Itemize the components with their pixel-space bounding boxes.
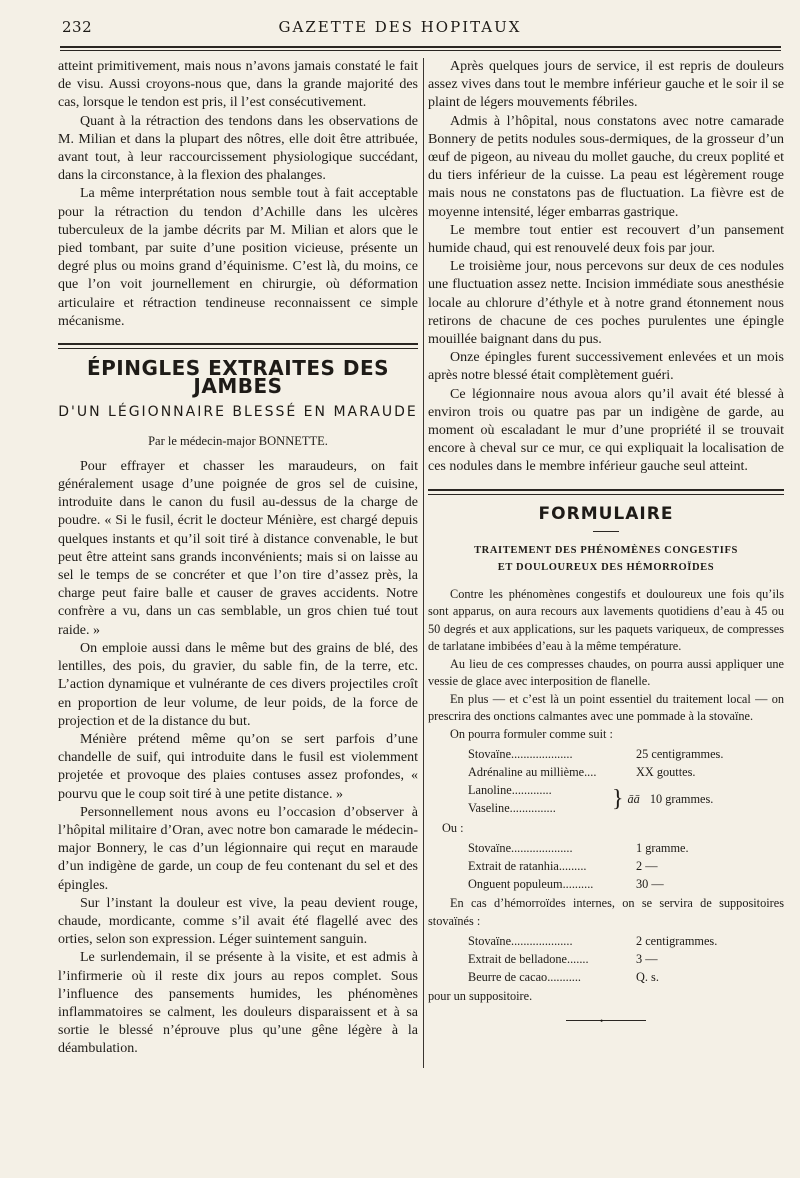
section-rule (428, 489, 784, 491)
ingredient-name: Stovaïne.................... (468, 934, 573, 949)
paragraph: On pourra formuler comme suit : (450, 726, 613, 741)
paragraph: Contre les phénomènes congestifs et douloureux une fois qu’ils sont apparus, on aura recours aux lavements quotidiens d’eau à 45 ou 50 degrés et aux applications, sur les paquets variqueux, de compresses de tarlatane imbibées d’eau à la même température. (428, 586, 784, 654)
paragraph: Ce légionnaire nous avoua alors qu’il avait été blessé à environ trois ou quatre pas par un indigène de garde, au moment où escaladant le mur d’une propriété il se trouvait encore à cheval sur ce mur, ce qui expliquait la localisation de ces nodules dans le membre inférieur gauche seul atteint. (428, 386, 784, 475)
page-header (0, 16, 800, 40)
paragraph: Personnellement nous avons eu l’occasion d’observer à l’hôpital militaire d’Oran, avec notre bon camarade le médecin-major Bonnery, le cas d’un légionnaire qui reçut en maraude d’un indigène de garde, un coup de feu contenant du sel et des épingles. (58, 804, 418, 893)
ingredient-name: Extrait de ratanhia......... (468, 859, 587, 874)
prescription-line (428, 857, 784, 875)
paragraph: Onze épingles furent successivement enlevées et un mois après notre blessé était complètement guéri. (428, 350, 784, 384)
formulaire-title: FORMULAIRE (538, 503, 674, 524)
left-column (58, 58, 418, 1059)
prescription-line (428, 763, 784, 781)
prescription-line (428, 745, 784, 763)
prescription-line (428, 875, 784, 893)
paragraph: En plus — et c’est là un point essentiel du traitement local — on prescrira des onctions calmantes avec une pommade à la stovaïne. (428, 691, 784, 724)
paragraph: Pour effrayer et chasser les maraudeurs, on fait généralement usage d’une poignée de gros sel de cuisine, introduite dans le canon du fusil au-dessus de la charge de poudre. « Si le fusil, écrit le docteur Ménière, est chargé depuis quelques instants et qu’il soit tiré à distance convenable, le but peut être atteint sans grands inconvénients; mais si on laisse au sel le temps de se concréter et que l’on tire d’assez près, la charge peut faire balle et causer de graves accidents. Notre confrère a vu, dans un cas semblable, un gros chien tué tout raide. » (58, 458, 418, 638)
paragraph: Sur l’instant la douleur est vive, la peau devient rouge, chaude, mordicante, comme s’il avait été flagellé avec des orties, selon son expression. Léger suintement sanguin. (58, 895, 418, 948)
title-rule (593, 531, 619, 532)
ingredient-name: Extrait de belladone....... (468, 952, 589, 967)
paragraph: On emploie aussi dans le même but des grains de blé, des lentilles, des pois, du gravier, du sable fin, de la terre, etc. L’action dynamique et vulnérante de ces divers projectiles croît en proportion de leur volume, de leur poids, de la force de projection et de la distance du but. (58, 640, 418, 729)
prescription-line (428, 968, 784, 986)
ingredient-name: Adrénaline au millième.... (468, 765, 597, 780)
paragraph: La même interprétation nous semble tout à fait acceptable pour la rétraction du tendon d’Achille dans les ulcères tuberculeux de la jambe décrits par M. Milian et alors que le pied tombant, par suite d’une position vicieuse, présente un degré plus ou moins grand d’équinisme. C’est là, du moins, ce que l’on voit journellement en chirurgie, où déformation articulaire et rétraction tendineuse reconnaissent ce simple mécanisme. (58, 186, 418, 329)
formulaire-subtitle (428, 542, 784, 576)
paragraph: Ménière prétend même qu’on se sert parfois d’une chandelle de suif, qui introduite dans le fusil est violemment projetée et provoque des plaies contuses assez profondes, « pourvu que le coup soit tiré à une petite distance. » (58, 731, 418, 802)
article-subtitle: D'UN LÉGIONNAIRE BLESSÉ EN MARAUDE (58, 404, 418, 421)
right-column (428, 58, 784, 1021)
ingredient-quantity: XX gouttes. (636, 765, 696, 780)
formulaire-subtitle-line: ET DOULOUREUX DES HÉMORROÏDES (497, 561, 715, 573)
article-title: ÉPINGLES EXTRAITES DES JAMBES (86, 356, 390, 399)
formulaire-subtitle-line: TRAITEMENT DES PHÉNOMÈNES CONGESTIFS (474, 544, 738, 556)
ingredient-name: Stovaïne.................... (468, 747, 573, 762)
paragraph: atteint primitivement, mais nous n’avons jamais constaté le fait de visu. Aussi croyons-nous que, dans la grande majorité des cas, lorsque le tendon est pris, il l’est consécutivement. (58, 59, 418, 111)
prescription-3 (428, 932, 784, 986)
ana-abbrev: āā (627, 792, 640, 807)
column-divider (423, 58, 424, 1068)
paragraph: En cas d’hémorroïdes internes, on se servira de suppositoires stovaïnés : (428, 896, 784, 928)
ingredient-name: Beurre de cacao........... (468, 970, 582, 985)
paragraph: Après quelques jours de service, il est repris de douleurs assez vives dans tout le membre inférieur gauche et le soir il se plaint de légers mouvements fébriles. (428, 59, 784, 111)
ingredient-name: Stovaïne.................... (468, 841, 573, 856)
page-number: 232 (62, 18, 93, 36)
paragraph: Admis à l’hôpital, nous constatons avec notre camarade Bonnery de petits nodules sous-dermiques, de la grosseur d’un œuf de pigeon, au niveau du mollet gauche, du creux poplité et du tiers inférieur de la cuisse. La peau est légèrement rouge mais nous ne constatons pas de fluctuation. La fièvre est de moyenne intensité, léger embarras gastrique. (428, 113, 784, 220)
prescription-2 (428, 839, 784, 893)
paragraph: Le surlendemain, il se présente à la visite, et est admis à l’infirmerie où il reste dix jours au repos complet. Sous l’influence des pansements humides, les phénomènes inflammatoires se calment, les douleurs disparaissent et à sa sortie le blessé n’éprouve plus qu’une gêne légère à la déambulation. (58, 950, 418, 1057)
ingredient-quantity: Q. s. (636, 970, 659, 985)
prescription-1 (428, 745, 784, 817)
ingredient-quantity: 10 grammes. (649, 792, 714, 807)
ingredient-quantity: 2 — (636, 859, 658, 874)
brace-icon: } (612, 786, 624, 813)
ingredient-name: Onguent populeum.......... (468, 877, 594, 892)
ingredient-name: Vaseline............... (468, 801, 556, 816)
brace-names (468, 781, 608, 817)
prescription-line (428, 932, 784, 950)
prescription-line (428, 950, 784, 968)
section-rule (58, 343, 418, 345)
article-byline: Par le médecin-major BONNETTE. (148, 433, 328, 448)
alternative-label: Ou : (442, 821, 464, 836)
paragraph: Quant à la rétraction des tendons dans les observations de M. Milian et dans la plupart des nôtres, elle doit être attribuée, avant tout, à leur raccourcissement physiologique succédant, dans la circonstance, à la flexion des phalanges. (58, 113, 418, 184)
ingredient-quantity: 1 gramme. (636, 841, 689, 856)
ingredient-quantity: 2 centigrammes. (636, 934, 718, 949)
ingredient-name: Lanoline............. (468, 783, 552, 798)
header-rule-thin (60, 50, 781, 51)
prescription-brace-group (428, 781, 784, 817)
paragraph: Au lieu de ces compresses chaudes, on pourra aussi appliquer une vessie de glace avec interposition de flanelle. (428, 656, 784, 689)
ingredient-quantity: 25 centigrammes. (636, 747, 724, 762)
ingredient-quantity: 30 — (636, 877, 664, 892)
running-title: GAZETTE DES HOPITAUX (278, 18, 522, 36)
ingredient-quantity: 3 — (636, 952, 658, 967)
end-ornament (566, 1020, 646, 1021)
paragraph: Le membre tout entier est recouvert d’un pansement humide chaud, qui est renouvelé deux fois par jour. (428, 222, 784, 257)
paragraph: pour un suppositoire. (428, 989, 533, 1004)
paragraph: Le troisième jour, nous percevons sur deux de ces nodules une fluctuation assez nette. Incision immédiate sous anesthésie locale au chlorure d’éthyle et à notre grand étonnement nous retirons de chacune de ces poches purulentes une épingle mouillée baignant dans du pus. (428, 259, 784, 348)
header-rule (60, 46, 781, 48)
prescription-line (428, 839, 784, 857)
